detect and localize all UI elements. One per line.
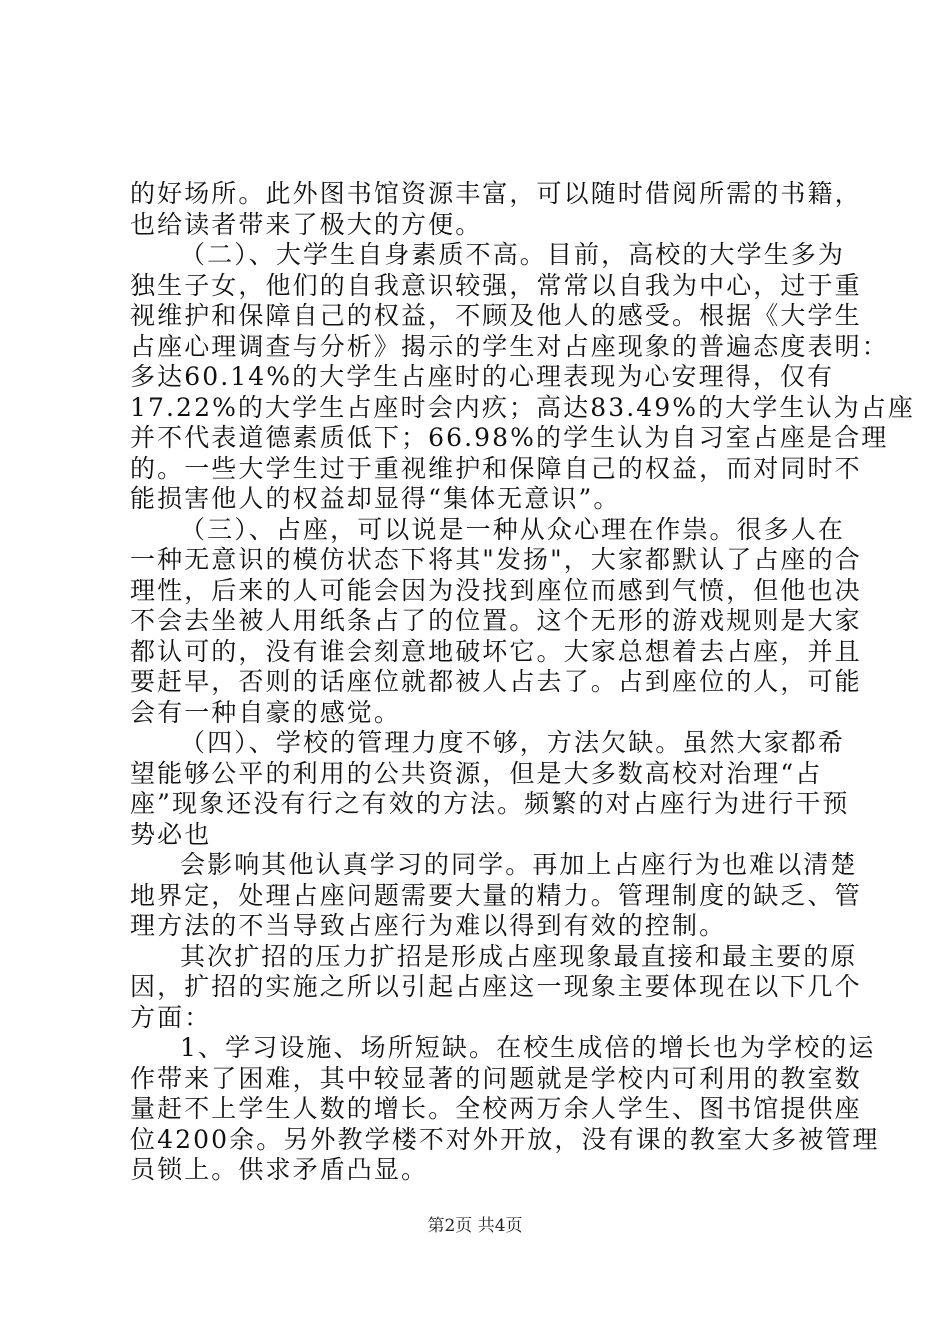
text-line: 座”现象还没有行之有效的方法。频繁的对占座行为进行干预 xyxy=(130,789,850,818)
text-line: 地界定，处理占座问题需要大量的精力。管理制度的缺乏、管 xyxy=(130,880,862,910)
text-line: 量赶不上学生人数的增长。全校两万余人学生、图书馆提供座 xyxy=(130,1094,862,1123)
text-line: 也给读者带来了极大的方便。 xyxy=(130,209,483,239)
text-line: 方面： xyxy=(130,1002,212,1032)
text-line: 员锁上。供求矛盾凸显。 xyxy=(130,1155,429,1184)
list-item-1: 1、学习设施、场所短缺。在校生成倍的增长也为学校的运 xyxy=(180,1033,876,1062)
text-line: 会有一种自豪的感觉。 xyxy=(130,697,402,727)
text-line: 望能够公平的利用的公共资源，但是大多数高校对治理“占 xyxy=(130,758,823,788)
paragraph-heading-3: （三）、占座，可以说是一种从众心理在作祟。很多人在 xyxy=(180,514,846,544)
text-line: 的好场所。此外图书馆资源丰富，可以随时借阅所需的书籍， xyxy=(130,179,862,208)
text-line: 理方法的不当导致占座行为难以得到有效的控制。 xyxy=(130,911,727,940)
text-line: 多达60.14%的大学生占座时的心理表现为心安理得，仅有 xyxy=(130,362,835,391)
text-line: 作带来了困难，其中较显著的问题就是学校内可利用的教室数 xyxy=(130,1063,862,1093)
text-line: 17.22%的大学生占座时会内疚；高达83.49%的大学生认为占座 xyxy=(130,392,915,422)
text-line: 都认可的，没有谁会刻意地破坏它。大家总想着去占座，并且 xyxy=(130,636,862,666)
text-line: 占座心理调查与分析》揭示的学生对占座现象的普遍态度表明： xyxy=(130,331,889,361)
text-line: 不会去坐被人用纸条占了的位置。这个无形的游戏规则是大家 xyxy=(130,606,862,635)
paragraph-heading-4: （四）、学校的管理力度不够，方法欠缺。虽然大家都希 xyxy=(180,728,846,757)
text-line: 并不代表道德素质低下；66.98%的学生认为自习室占座是合理 xyxy=(130,423,889,452)
paragraph-start: 其次扩招的压力扩招是形成占座现象最直接和最主要的原 xyxy=(180,941,858,971)
text-line: 因，扩招的实施之所以引起占座这一现象主要体现在以下几个 xyxy=(130,972,862,1001)
text-line: 位4200余。另外教学楼不对外开放，没有课的教室大多被管理 xyxy=(130,1124,880,1154)
text-line: 能损害他人的权益却显得“集体无意识”。 xyxy=(130,484,621,513)
text-line: 的。一些大学生过于重视维护和保障自己的权益，而对同时不 xyxy=(130,453,862,483)
text-line: 一种无意识的模仿状态下将其"发扬"，大家都默认了占座的合 xyxy=(130,545,862,574)
text-line: 理性，后来的人可能会因为没找到座位而感到气愤，但他也决 xyxy=(130,575,862,605)
text-line: 势必也 xyxy=(130,819,212,849)
page-number-footer: 第2页 共4页 xyxy=(427,1216,523,1236)
text-line: 要赶早，否则的话座位就都被人占去了。占到座位的人，可能 xyxy=(130,667,862,696)
text-line: 会影响其他认真学习的同学。再加上占座行为也难以清楚 xyxy=(180,850,858,879)
paragraph-heading-2: （二）、大学生自身素质不高。目前，高校的大学生多为 xyxy=(180,240,846,269)
text-line: 视维护和保障自己的权益，不顾及他人的感受。根据《大学生 xyxy=(130,301,862,330)
text-line: 独生子女，他们的自我意识较强，常常以自我为中心，过于重 xyxy=(130,270,862,300)
